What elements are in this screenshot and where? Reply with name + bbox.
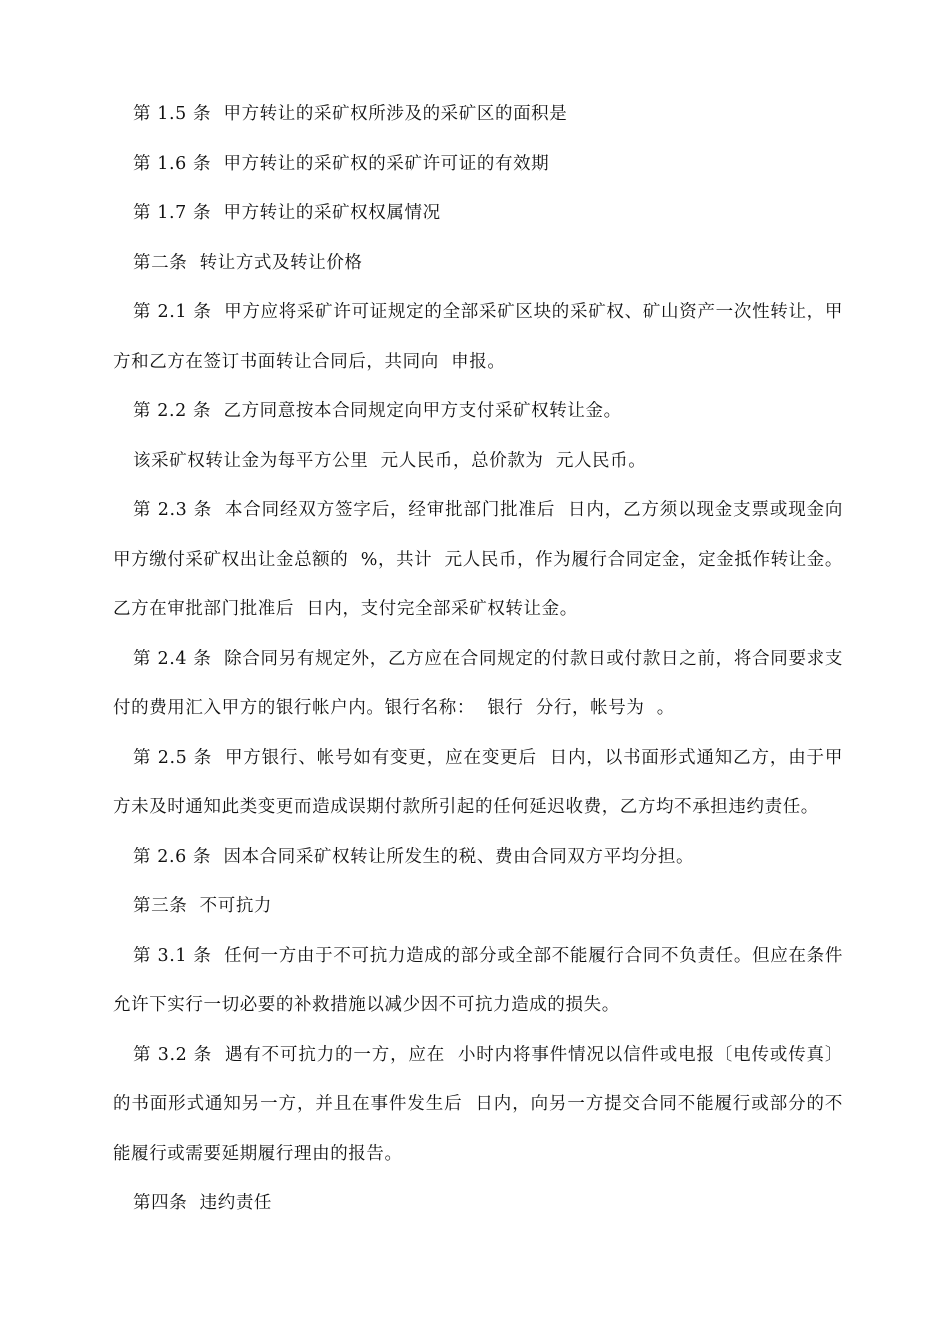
transfer-fee-paragraph: 该采矿权转让金为每平方公里 元人民币，总价款为 元人民币。 xyxy=(133,450,647,471)
clause-1-5: 第 1.5 条 甲方转让的采矿权所涉及的采矿区的面积是 xyxy=(133,104,568,124)
clause-3-2: 第 3.2 条 遇有不可抗力的一方，应在 小时内将事件情况以信件或电报〔电传或传真〕的书面形式通知另一方，并且在事件发生后 日内，向另一方提交合同不能履行或部分的不能履行或需要延期履行理由的报告。 xyxy=(113,1044,843,1164)
clause-2-2: 第 2.2 条 乙方同意按本合同规定向甲方支付采矿权转让金。 xyxy=(133,401,622,421)
clause-3-1: 第 3.1 条 任何一方由于不可抗力造成的部分或全部不能履行合同不负责任。但应在条件允许下实行一切必要的补救措施以减少因不可抗力造成的损失。 xyxy=(113,945,843,1015)
clause-2-5: 第 2.5 条 甲方银行、帐号如有变更，应在变更后 日内，以书面形式通知乙方，由于甲方未及时通知此类变更而造成误期付款所引起的任何延迟收费，乙方均不承担违约责任。 xyxy=(113,747,843,817)
clause-1-6: 第 1.6 条 甲方转让的采矿权的采矿许可证的有效期 xyxy=(133,153,550,174)
article-2-heading: 第二条 转让方式及转让价格 xyxy=(133,252,363,273)
clause-2-4: 第 2.4 条 除合同另有规定外，乙方应在合同规定的付款日或付款日之前，将合同要求支付的费用汇入甲方的银行帐户内。银行名称： 银行 分行，帐号为 。 xyxy=(113,648,843,718)
clause-1-7: 第 1.7 条 甲方转让的采矿权权属情况 xyxy=(133,203,441,223)
clause-2-1: 第 2.1 条 甲方应将采矿许可证规定的全部采矿区块的采矿权、矿山资产一次性转让，甲方和乙方在签订书面转让合同后，共同向 申报。 xyxy=(113,302,843,372)
document-body xyxy=(113,90,843,1229)
article-3-heading: 第三条 不可抗力 xyxy=(133,896,273,916)
clause-2-6: 第 2.6 条 因本合同采矿权转让所发生的税、费由合同双方平均分担。 xyxy=(133,846,695,867)
clause-2-3: 第 2.3 条 本合同经双方签字后，经审批部门批准后 日内，乙方须以现金支票或现金向甲方缴付采矿权出让金总额的 %，共计 元人民币，作为履行合同定金，定金抵作转让金。乙方在审批部门批准后 日内，支付完全部采矿权转让金。 xyxy=(113,500,843,619)
article-4-heading: 第四条 违约责任 xyxy=(133,1193,273,1213)
